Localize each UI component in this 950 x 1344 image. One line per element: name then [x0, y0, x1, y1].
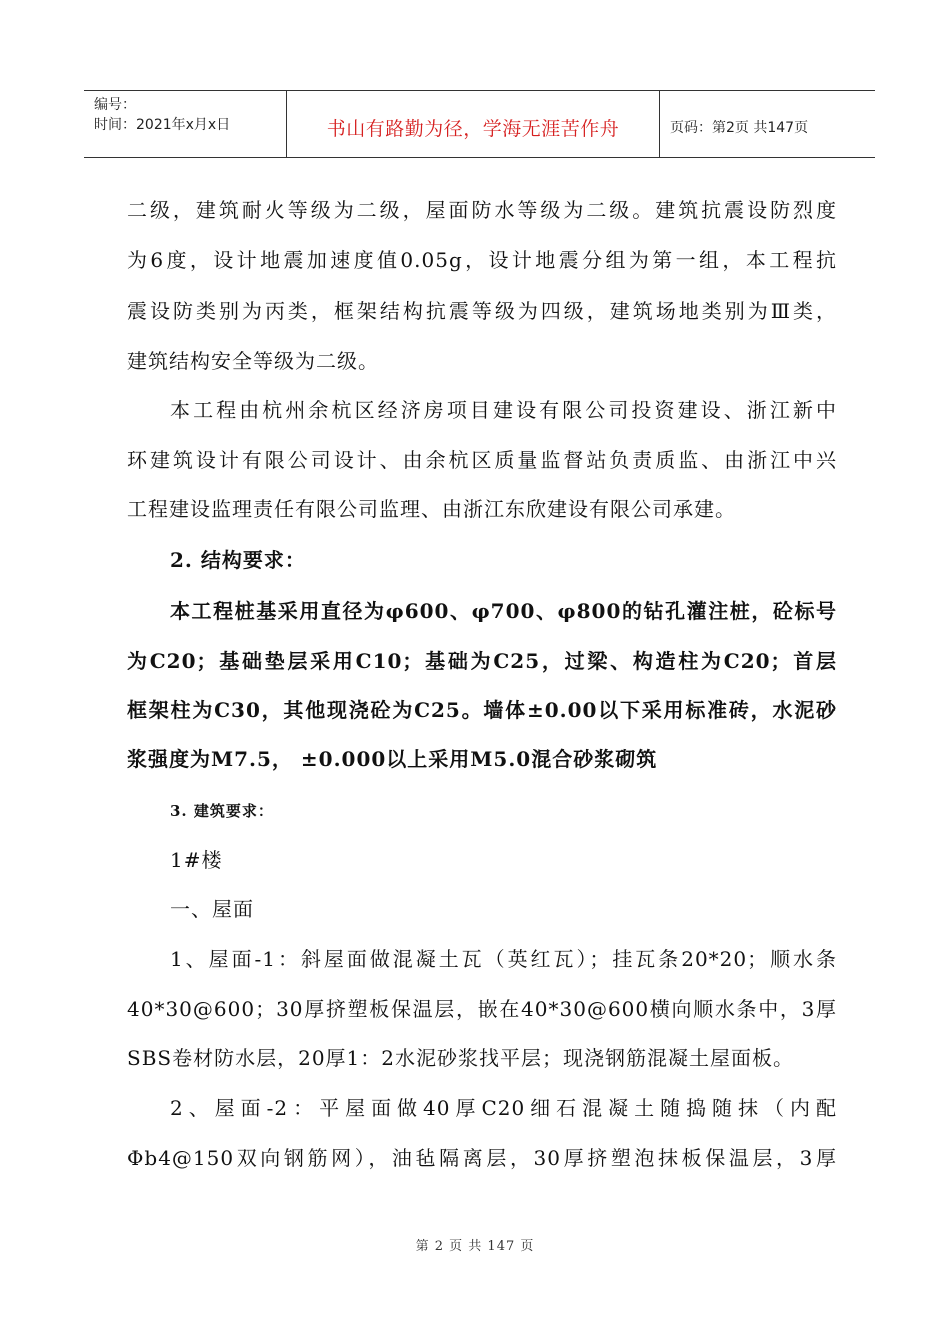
- paragraph-line: 工程建设监理责任有限公司监理、由浙江东欣建设有限公司承建。: [127, 497, 736, 521]
- paragraph-line: 二级，建筑耐火等级为二级，屋面防水等级为二级。建筑抗震设防烈度: [127, 198, 837, 222]
- paragraph-line: 本工程桩基采用直径为φ600、φ700、φ800的钻孔灌注桩，砼标号: [170, 599, 837, 623]
- header-page-info: 页码：第2页 共147页: [670, 120, 809, 136]
- header-meta: [84, 91, 286, 157]
- section-heading: 3. 建筑要求：: [170, 802, 274, 820]
- paragraph-line: 为6度，设计地震加速度值0.05g，设计地震分组为第一组，本工程抗: [127, 248, 837, 272]
- paragraph-line: 为C20；基础垫层采用C10；基础为C25，过梁、构造柱为C20；首层: [127, 649, 837, 673]
- serial-number-label: 编号：: [94, 97, 136, 113]
- subsection-heading: 1#楼: [170, 848, 223, 872]
- paragraph-line: 建筑结构安全等级为二级。: [127, 349, 379, 373]
- paragraph-line: Φb4@150双向钢筋网），油毡隔离层，30厚挤塑泡抹板保温层，3厚: [127, 1146, 837, 1170]
- paragraph-line: 浆强度为M7.5， ±0.000以上采用M5.0混合砂浆砌筑: [127, 747, 658, 771]
- paragraph-line: SBS卷材防水层，20厚1：2水泥砂浆找平层；现浇钢筋混凝土屋面板。: [127, 1046, 794, 1070]
- paragraph-line: 震设防类别为丙类，框架结构抗震等级为四级，建筑场地类别为Ⅲ类，: [127, 299, 837, 323]
- page-header: [84, 90, 875, 158]
- date-label: 时间：2021年x月x日: [94, 117, 231, 133]
- paragraph-line: 本工程由杭州余杭区经济房项目建设有限公司投资建设、浙江新中: [170, 398, 837, 422]
- paragraph-line: 框架柱为C30，其他现浇砼为C25。墙体±0.00以下采用标准砖，水泥砂: [127, 698, 837, 722]
- paragraph-line: 40*30@600；30厚挤塑板保温层，嵌在40*30@600横向顺水条中，3厚: [127, 997, 837, 1021]
- page-footer: 第 2 页 共 147 页: [415, 1239, 535, 1254]
- subsection-heading: 一、屋面: [170, 897, 254, 921]
- paragraph-line: 环建筑设计有限公司设计、由余杭区质量监督站负责质监、由浙江中兴: [127, 448, 837, 472]
- header-slogan: 书山有路勤为径，学海无涯苦作舟: [286, 91, 660, 157]
- section-heading: 2. 结构要求：: [170, 548, 306, 572]
- paragraph-line: 1、屋面-1：斜屋面做混凝土瓦（英红瓦）；挂瓦条20*20；顺水条: [170, 947, 837, 971]
- paragraph-line: 2、屋面-2：平屋面做40厚C20细石混凝土随捣随抹（内配: [170, 1096, 837, 1120]
